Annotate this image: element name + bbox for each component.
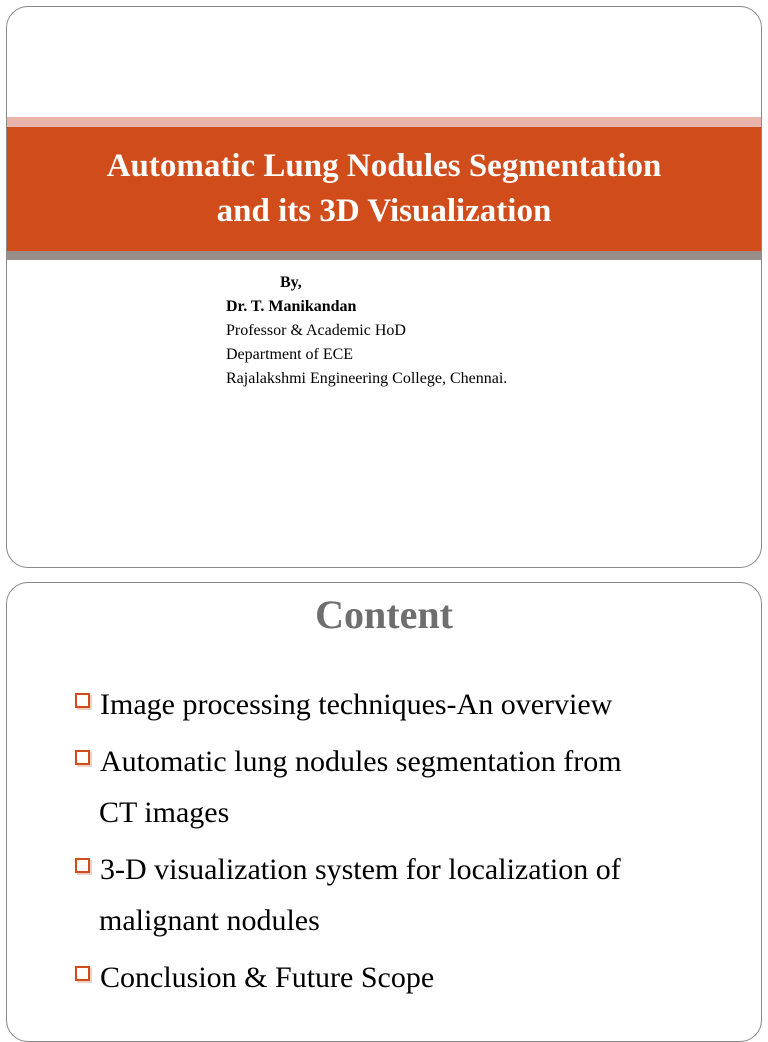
title-band-bottom-stripe	[7, 251, 761, 260]
square-bullet-icon	[75, 966, 90, 981]
list-item	[75, 844, 715, 946]
content-slide	[6, 582, 762, 1042]
title-slide	[6, 6, 762, 568]
bullet-text: Conclusion & Future Scope	[100, 961, 435, 994]
author-role: Professor & Academic HoD	[226, 322, 406, 339]
list-item	[75, 679, 715, 730]
author-department: Department of ECE	[226, 346, 354, 363]
slide-title-line-1: Automatic Lung Nodules Segmentation	[106, 148, 662, 184]
content-bullet-list	[75, 679, 715, 1009]
title-band-top-stripe	[7, 117, 761, 127]
bullet-text-continued: malignant nodules	[99, 904, 320, 937]
author-by: By,	[280, 274, 302, 291]
list-item	[75, 952, 715, 1003]
square-bullet-icon	[75, 750, 90, 765]
author-name: Dr. T. Manikandan	[226, 298, 357, 315]
square-bullet-icon	[75, 858, 90, 873]
list-item	[75, 736, 715, 838]
slide-title-line-2: and its 3D Visualization	[216, 193, 552, 229]
author-college: Rajalakshmi Engineering College, Chennai.	[226, 370, 508, 387]
content-slide-title: Content	[315, 592, 453, 637]
title-band	[7, 127, 761, 251]
author-block	[226, 271, 507, 391]
bullet-text: Image processing techniques-An overview	[100, 688, 613, 721]
bullet-text: Automatic lung nodules segmentation from	[100, 745, 622, 778]
bullet-text: 3-D visualization system for localization of	[100, 853, 621, 886]
bullet-text-continued: CT images	[99, 796, 230, 829]
square-bullet-icon	[75, 693, 90, 708]
